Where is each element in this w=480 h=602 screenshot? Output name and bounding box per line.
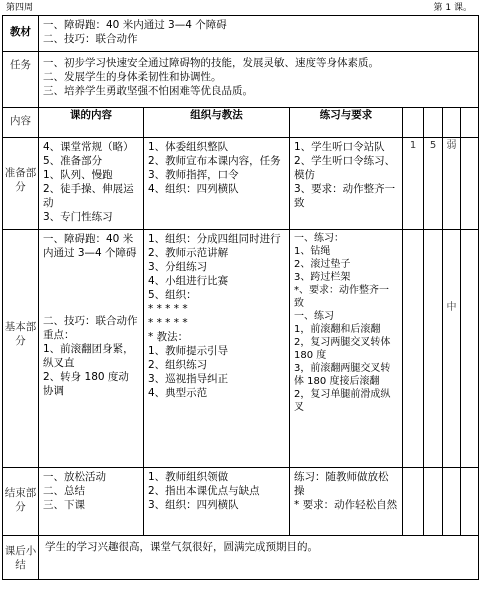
main-method-item: 4、典型示范 — [148, 387, 208, 399]
end-method-item: 2、指出本课优点与缺点 — [148, 485, 260, 497]
tasks-content — [39, 52, 479, 108]
main-extra-3 — [443, 230, 461, 468]
end-method-item: 1、教师组织领做 — [148, 471, 229, 483]
material-row — [3, 16, 479, 52]
main-label: 基本部分 — [3, 230, 39, 468]
column-header-row — [3, 108, 479, 138]
main-row — [3, 230, 479, 468]
main-method — [144, 230, 290, 468]
main-practice — [290, 230, 403, 468]
lesson-number: 第 1 课。 — [433, 3, 472, 13]
summary-text: 学生的学习兴趣很高，课堂气氛很好，圆满完成预期目的。 — [39, 536, 479, 580]
main-extra-2 — [424, 230, 443, 468]
prep-practice-item: 3、要求：动作整齐一致 — [294, 183, 396, 209]
prep-count-1: 1 — [409, 140, 417, 151]
main-method-item: * * * * * — [148, 303, 188, 315]
main-extra-1 — [403, 230, 424, 468]
main-method-item: * * * * * — [148, 317, 188, 329]
end-content-item: 一、放松活动 — [43, 471, 106, 483]
main-extra-4 — [461, 230, 479, 468]
task-item: 三、培养学生勇敢坚强不怕困难等优良品质。 — [43, 85, 253, 97]
end-practice — [290, 468, 403, 536]
main-practice-item: 一、练习： — [294, 233, 344, 244]
main-practice-item: 1，前滚翻和后滚翻 — [294, 324, 381, 335]
main-practice-item: 1、钻绳 — [294, 246, 331, 257]
tasks-label: 任务 — [3, 52, 39, 108]
end-label: 结束部分 — [3, 468, 39, 536]
main-method-item: 5、组织： — [148, 289, 197, 301]
prep-extra-2 — [424, 138, 443, 230]
prep-extra-3 — [443, 138, 461, 230]
prep-method-item: 3、教师指挥，口令 — [148, 169, 239, 181]
end-practice-item: * 要求：动作轻松自然 — [294, 499, 398, 511]
week-label: 第四周 — [6, 3, 34, 13]
prep-content-item: 4、课堂常规（略） — [43, 141, 134, 153]
end-content — [39, 468, 144, 536]
tasks-row — [3, 52, 479, 108]
page-header — [0, 0, 480, 16]
prep-method — [144, 138, 290, 230]
main-content-item: 一、障碍跑：40 米内通过 3—4 个障碍 — [43, 233, 137, 259]
main-method-item: 4、小组进行比赛 — [148, 275, 229, 287]
material-item: 二、技巧：联合动作 — [43, 33, 138, 45]
main-practice-item: 3、跨过栏架 — [294, 272, 351, 283]
main-content-item: 2、转身 180 度动协调 — [43, 371, 129, 397]
end-practice-item: 练习：随教师做放松操 — [294, 471, 389, 497]
main-practice-item: 3，前滚翻两腿交叉转体 180 度接后滚翻 — [294, 363, 391, 387]
end-extra-4 — [461, 468, 479, 536]
extra-col-2 — [424, 108, 443, 138]
end-content-item: 二、总结 — [43, 485, 85, 497]
end-row — [3, 468, 479, 536]
main-practice-item: *、要求：动作整齐一致 — [294, 285, 389, 309]
extra-col-1 — [403, 108, 424, 138]
end-extra-3 — [443, 468, 461, 536]
main-method-item: 1、教师提示引导 — [148, 345, 229, 357]
main-content-item: 二、技巧：联合动作 — [43, 315, 138, 327]
prep-method-item: 4、组织：四列横队 — [148, 183, 239, 195]
main-content-item: 重点： — [43, 329, 75, 341]
content-label: 内容 — [3, 108, 39, 138]
prep-row — [3, 138, 479, 230]
extra-col-3 — [443, 108, 461, 138]
main-content — [39, 230, 144, 468]
main-method-item: 3、巡视指导纠正 — [148, 373, 229, 385]
prep-content-item: 2、徒手操、伸展运动 — [43, 183, 134, 209]
end-extra-2 — [424, 468, 443, 536]
task-item: 一、初步学习快速安全通过障碍物的技能，发展灵敏、速度等身体素质。 — [43, 57, 379, 69]
prep-practice-item: 1、学生听口令站队 — [294, 141, 385, 153]
col-content-heading: 课的内容 — [39, 108, 144, 138]
lesson-plan-table — [2, 15, 479, 580]
prep-method-item: 2、教师宣布本课内容，任务 — [148, 155, 281, 167]
main-method-item: 2、组织练习 — [148, 359, 208, 371]
task-item: 二、发展学生的身体柔韧性和协调性。 — [43, 71, 222, 83]
prep-extra-1 — [403, 138, 424, 230]
material-content — [39, 16, 479, 52]
extra-col-4 — [461, 108, 479, 138]
main-intensity: 中 — [446, 302, 457, 313]
main-method-item: 1、组织：分成四组同时进行 — [148, 233, 281, 245]
prep-extra-4 — [461, 138, 479, 230]
prep-method-item: 1、体委组织整队 — [148, 141, 229, 153]
prep-content — [39, 138, 144, 230]
main-content-item: 1、前滚翻团身紧，纵叉直 — [43, 343, 134, 369]
main-practice-item: 2、滚过垫子 — [294, 259, 351, 270]
prep-intensity: 弱 — [446, 140, 457, 151]
main-method-item: * 教法： — [148, 331, 189, 343]
material-item: 一、障碍跑：40 米内通过 3—4 个障碍 — [43, 19, 227, 31]
main-method-item: 2、教师示范讲解 — [148, 247, 229, 259]
col-method-heading: 组织与教法 — [144, 108, 290, 138]
prep-content-item: 3、专门性练习 — [43, 211, 113, 223]
end-extra-1 — [403, 468, 424, 536]
prep-label: 准备部分 — [3, 138, 39, 230]
main-practice-item: 2，复习单腿前滑成纵叉 — [294, 389, 391, 413]
prep-practice — [290, 138, 403, 230]
prep-content-item: 1、队列、慢跑 — [43, 169, 113, 181]
col-practice-heading: 练习与要求 — [290, 108, 403, 138]
main-method-item: 3、分组练习 — [148, 261, 208, 273]
prep-count-2: 5 — [429, 140, 437, 151]
main-practice-item: 2，复习两腿交叉转体 180 度 — [294, 337, 391, 361]
spacer — [43, 260, 139, 314]
main-practice-item: 一、练习 — [294, 311, 334, 322]
summary-row — [3, 536, 479, 580]
summary-label: 课后小结 — [3, 536, 39, 580]
prep-content-item: 5、准备部分 — [43, 155, 103, 167]
prep-practice-item: 2、学生听口令练习、模仿 — [294, 155, 396, 181]
end-method — [144, 468, 290, 536]
end-method-item: 3、组织：四列横队 — [148, 499, 239, 511]
end-content-item: 三、下课 — [43, 499, 85, 511]
material-label: 教材 — [3, 16, 39, 52]
